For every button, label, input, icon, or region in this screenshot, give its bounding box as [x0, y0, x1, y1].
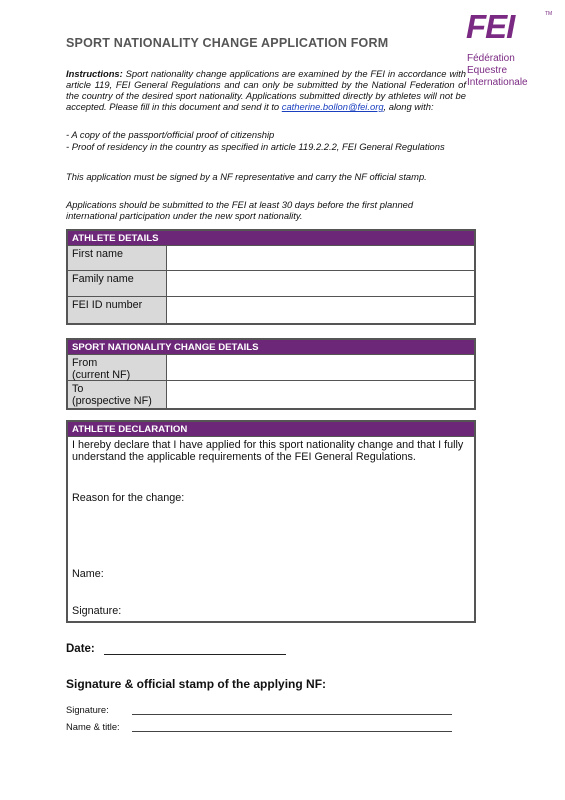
nf-name-title-label: Name & title: [66, 721, 120, 732]
fei-id-field[interactable] [167, 297, 474, 323]
nf-signature-row [66, 704, 109, 715]
change-details-section [66, 338, 476, 410]
nf-signature-label: Signature: [66, 704, 109, 715]
date-label: Date: [66, 643, 95, 655]
fei-logo [462, 8, 558, 88]
nf-signature-field[interactable] [132, 714, 452, 715]
family-name-label: Family name [68, 271, 167, 296]
table-row [68, 246, 474, 271]
declaration-signature-label: Signature: [72, 605, 122, 617]
to-nf-label: To (prospective NF) [68, 381, 167, 408]
table-row [68, 355, 474, 381]
logo-line-federation: Fédération [467, 53, 515, 64]
athlete-declaration-heading: ATHLETE DECLARATION [68, 422, 474, 437]
family-name-field[interactable] [167, 271, 474, 296]
declaration-name-label: Name: [72, 568, 104, 580]
athlete-declaration-section [66, 420, 476, 623]
requirement-residency: - Proof of residency in the country as specified in article 119.2.2.2, FEI General Regulations [66, 141, 445, 152]
table-row [68, 381, 474, 408]
instructions-lead: Instructions: [66, 68, 123, 79]
nf-signature-title: Signature & official stamp of the applying NF: [66, 677, 327, 691]
logo-line-equestre: Equestre [467, 65, 508, 76]
table-row [68, 271, 474, 297]
nf-name-title-row [66, 721, 120, 732]
requirement-passport: - A copy of the passport/official proof of citizenship [66, 129, 275, 140]
deadline-notice: Applications should be submitted to the FEI at least 30 days before the first planned international participation under the new sport nationality. [66, 199, 414, 221]
change-details-heading: SPORT NATIONALITY CHANGE DETAILS [68, 340, 474, 355]
athlete-details-heading: ATHLETE DETAILS [68, 231, 474, 246]
date-line [66, 643, 95, 655]
reason-label: Reason for the change: [72, 492, 185, 504]
table-row [68, 297, 474, 323]
signature-requirement: This application must be signed by a NF representative and carry the NF official stamp. [66, 171, 427, 182]
instructions-tail: , along with: [383, 101, 434, 112]
instructions-text: Sport nationality change applications are examined by the FEI in accordance with article 119, FEI General Regulations and can only be submitted by the National Federation of the country of the desired sport nationality. Applications submitted directly by athletes will not be accepted. Please fill in this document and send it to [66, 68, 466, 112]
trademark-symbol: TM [545, 11, 553, 17]
from-nf-label: From (current NF) [68, 355, 167, 380]
contact-email-link[interactable]: catherine.bollon@fei.org [281, 101, 384, 112]
fei-logo-mark: FEI [466, 8, 515, 45]
athlete-details-section [66, 229, 476, 325]
declaration-statement: I hereby declare that I have applied for this sport nationality change and that I fully understand the applicable requirements of the FEI General Regulations. [72, 439, 464, 463]
nf-name-title-field[interactable] [132, 731, 452, 732]
instructions-paragraph [66, 68, 466, 112]
fei-id-label: FEI ID number [68, 297, 167, 323]
logo-line-internationale: Internationale [467, 77, 528, 88]
declaration-body[interactable] [68, 437, 474, 621]
from-nf-field[interactable] [167, 355, 474, 380]
first-name-field[interactable] [167, 246, 474, 270]
first-name-label: First name [68, 246, 167, 270]
date-field[interactable] [104, 654, 286, 655]
form-title: SPORT NATIONALITY CHANGE APPLICATION FORM [66, 36, 389, 50]
to-nf-field[interactable] [167, 381, 474, 408]
